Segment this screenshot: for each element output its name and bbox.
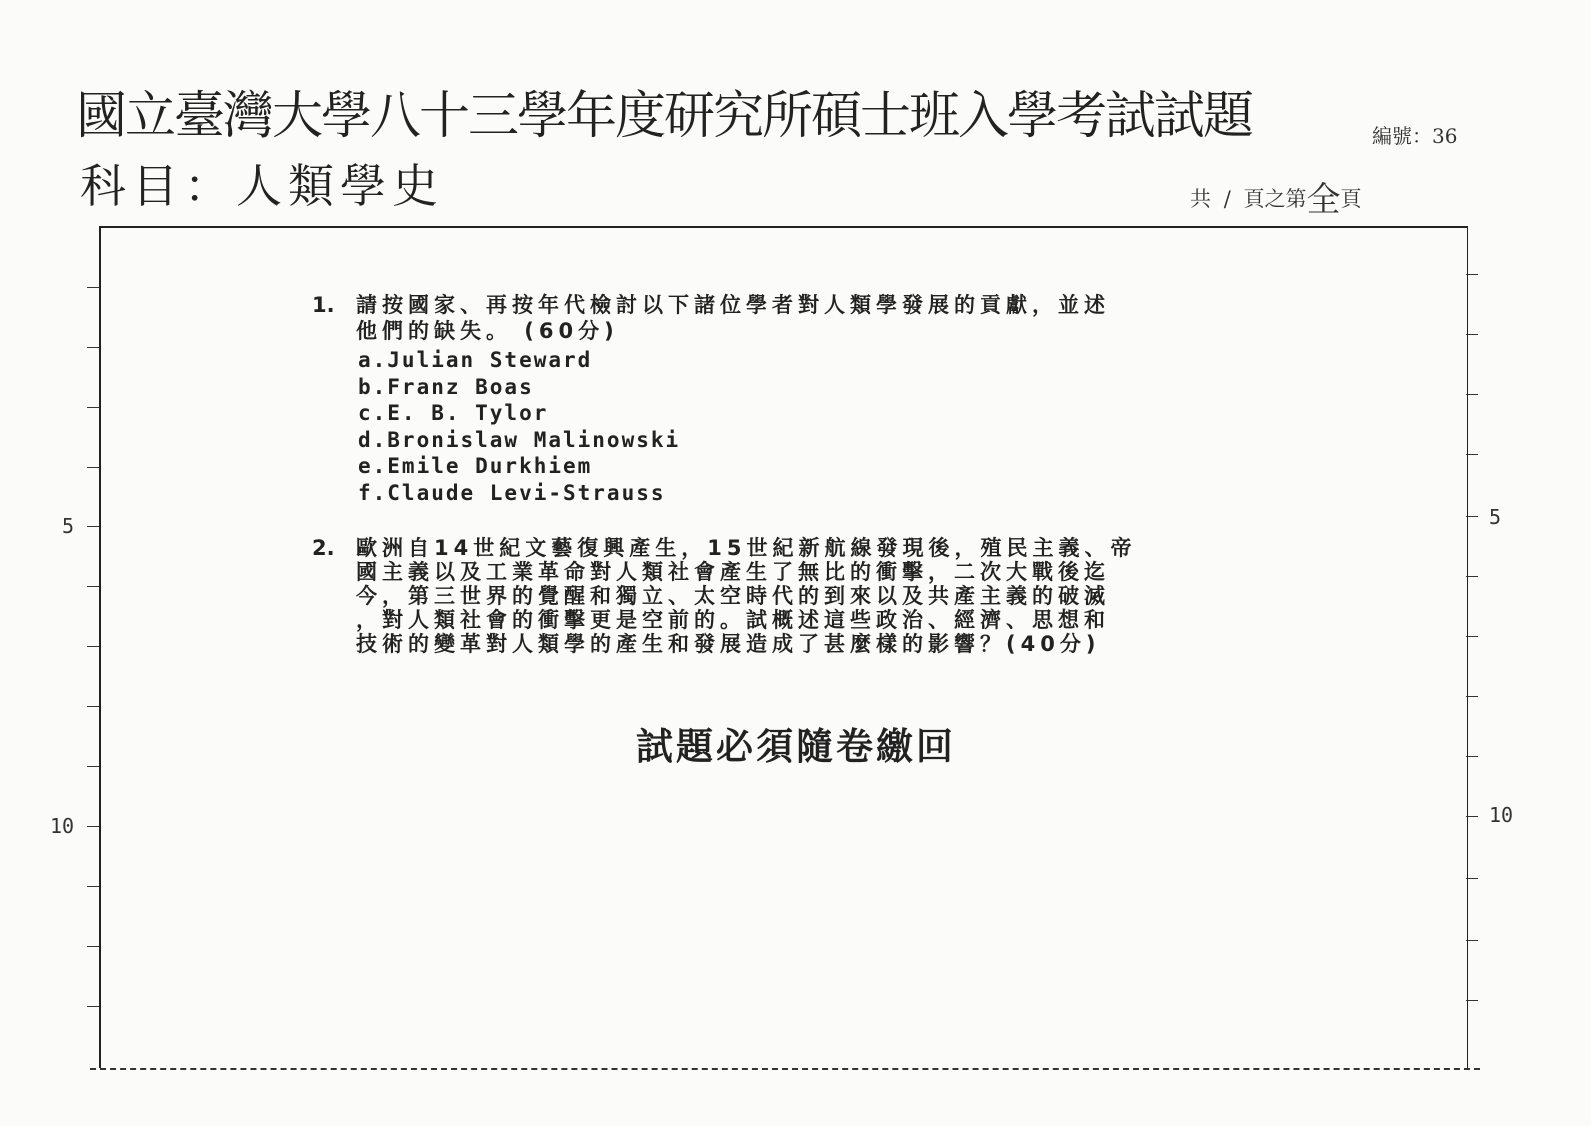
right-line-number: 10 [1489, 803, 1514, 827]
right-tick [1466, 394, 1478, 395]
left-tick [87, 287, 99, 288]
list-item: f.Claude Levi-Strauss [358, 480, 666, 505]
right-tick [1466, 576, 1478, 577]
left-tick [87, 946, 99, 947]
list-item: a.Julian Steward [358, 348, 593, 372]
list-item: c.E. B. Tylor [358, 401, 549, 426]
right-tick [1466, 1000, 1478, 1001]
left-tick [87, 826, 99, 827]
left-line-number: 10 [50, 814, 75, 838]
page-total-prefix: 共 [1190, 187, 1211, 211]
left-tick [87, 407, 99, 408]
right-tick [1466, 274, 1478, 275]
right-line-number: 5 [1489, 505, 1502, 529]
left-tick [87, 1006, 99, 1007]
page-info [1190, 172, 1361, 221]
left-tick [87, 766, 99, 767]
question-text-line: ，對人類社會的衝擊更是空前的。試概述這些政治、經濟、思想和 [356, 608, 1110, 632]
left-tick [87, 586, 99, 587]
page-current: 全 [1306, 180, 1341, 220]
right-tick [1466, 696, 1478, 697]
question-text-line: 他們的缺失。 (60分) [356, 319, 619, 343]
right-tick [1466, 940, 1478, 941]
question-text-line: 歐洲自14世紀文藝復興產生，15世紀新航線發現後，殖民主義、帝 [356, 536, 1137, 560]
question-text-line: 技術的變革對人類學的產生和發展造成了甚麼樣的影響？(40分) [356, 632, 1101, 656]
question-text-line: 國主義以及工業革命對人類社會產生了無比的衝擊，二次大戰後迄 [356, 560, 1110, 584]
list-item: b.Franz Boas [358, 374, 534, 399]
right-tick [1466, 454, 1478, 455]
right-tick [1466, 756, 1478, 757]
left-tick [87, 886, 99, 887]
serial-label: 編號： [1372, 124, 1432, 148]
question-number: 2. [312, 536, 335, 560]
right-tick [1466, 816, 1478, 817]
left-tick [87, 526, 99, 527]
left-tick [87, 646, 99, 647]
list-item: d.Bronislaw Malinowski [358, 427, 681, 452]
question-number: 1. [312, 293, 335, 317]
subject-name: 人類學史 [236, 159, 444, 213]
page-suffix: 頁 [1340, 187, 1362, 211]
left-tick [87, 467, 99, 468]
subject-line [80, 150, 444, 216]
return-notice: 試題必須隨卷繳回 [636, 724, 956, 768]
right-tick [1466, 878, 1478, 879]
left-tick [87, 347, 99, 348]
serial-number [1372, 120, 1457, 149]
serial-value: 36 [1432, 124, 1458, 148]
subject-label: 科目： [80, 159, 236, 213]
bottom-rule [90, 1068, 1480, 1070]
left-line-number: 5 [62, 514, 75, 538]
question-1 [312, 292, 1110, 344]
scholar-list [358, 347, 680, 507]
list-item: e.Emile Durkhiem [358, 454, 593, 479]
page-total: / [1223, 187, 1231, 211]
right-tick [1466, 636, 1478, 637]
right-tick [1466, 516, 1478, 517]
question-text-line: 今，第三世界的覺醒和獨立、太空時代的到來以及共產主義的破滅 [356, 584, 1110, 608]
left-tick [87, 706, 99, 707]
right-tick [1466, 334, 1478, 335]
page-mid: 頁之第 [1243, 187, 1307, 211]
question-2 [312, 536, 1136, 656]
question-text-line: 請按國家、再按年代檢討以下諸位學者對人類學發展的貢獻，並述 [356, 293, 1110, 317]
exam-title: 國立臺灣大學八十三學年度研究所碩士班入學考試試題 [76, 87, 1253, 146]
